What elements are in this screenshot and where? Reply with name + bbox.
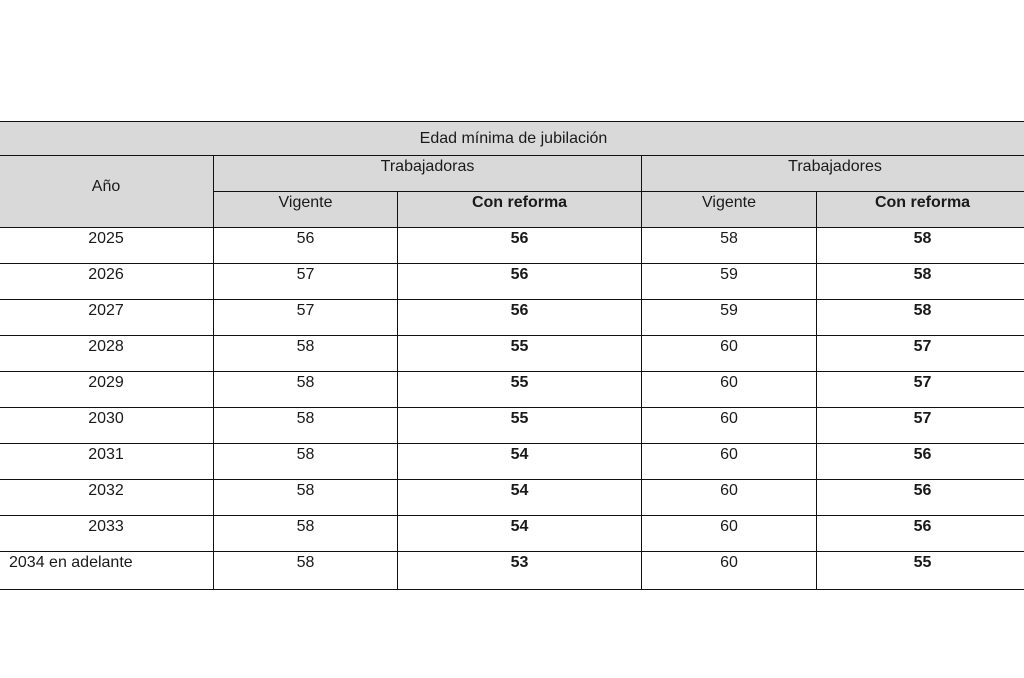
table-row bbox=[0, 552, 1024, 590]
year-column-header: Año bbox=[0, 156, 214, 228]
year-cell: 2032 bbox=[0, 480, 214, 516]
retirement-age-table-container bbox=[0, 121, 1024, 590]
year-cell: 2031 bbox=[0, 444, 214, 480]
trabajadoras-reforma-cell: 53 bbox=[398, 552, 642, 590]
year-cell: 2034 en adelante bbox=[0, 552, 214, 590]
trabajadores-reforma-cell: 58 bbox=[817, 264, 1024, 300]
table-row bbox=[0, 516, 1024, 552]
trabajadoras-reforma-cell: 56 bbox=[398, 264, 642, 300]
table-title: Edad mínima de jubilación bbox=[0, 122, 1024, 156]
table-row bbox=[0, 228, 1024, 264]
trabajadoras-reforma-cell: 55 bbox=[398, 336, 642, 372]
trabajadoras-vigente-cell: 57 bbox=[214, 264, 398, 300]
table-row bbox=[0, 372, 1024, 408]
trabajadoras-vigente-cell: 58 bbox=[214, 336, 398, 372]
trabajadores-vigente-cell: 60 bbox=[642, 336, 817, 372]
trabajadores-vigente-cell: 60 bbox=[642, 516, 817, 552]
trabajadoras-vigente-cell: 58 bbox=[214, 552, 398, 590]
subheader-vigente-trabajadores: Vigente bbox=[642, 192, 817, 228]
table-row bbox=[0, 336, 1024, 372]
year-cell: 2025 bbox=[0, 228, 214, 264]
trabajadoras-reforma-cell: 54 bbox=[398, 480, 642, 516]
trabajadores-vigente-cell: 60 bbox=[642, 552, 817, 590]
trabajadores-vigente-cell: 60 bbox=[642, 480, 817, 516]
trabajadoras-vigente-cell: 58 bbox=[214, 372, 398, 408]
trabajadores-reforma-cell: 56 bbox=[817, 444, 1024, 480]
trabajadoras-vigente-cell: 58 bbox=[214, 444, 398, 480]
table-row bbox=[0, 300, 1024, 336]
trabajadores-reforma-cell: 58 bbox=[817, 228, 1024, 264]
trabajadoras-reforma-cell: 55 bbox=[398, 372, 642, 408]
trabajadoras-reforma-cell: 55 bbox=[398, 408, 642, 444]
trabajadoras-reforma-cell: 56 bbox=[398, 228, 642, 264]
trabajadores-reforma-cell: 57 bbox=[817, 336, 1024, 372]
trabajadoras-reforma-cell: 54 bbox=[398, 444, 642, 480]
group-header-trabajadores: Trabajadores bbox=[642, 156, 1024, 192]
year-cell: 2029 bbox=[0, 372, 214, 408]
trabajadores-vigente-cell: 59 bbox=[642, 300, 817, 336]
trabajadores-reforma-cell: 55 bbox=[817, 552, 1024, 590]
year-cell: 2026 bbox=[0, 264, 214, 300]
trabajadores-vigente-cell: 60 bbox=[642, 444, 817, 480]
trabajadores-reforma-cell: 56 bbox=[817, 480, 1024, 516]
trabajadores-vigente-cell: 58 bbox=[642, 228, 817, 264]
trabajadoras-vigente-cell: 57 bbox=[214, 300, 398, 336]
subheader-con-reforma-trabajadoras: Con reforma bbox=[398, 192, 642, 228]
group-header-trabajadoras: Trabajadoras bbox=[214, 156, 642, 192]
year-cell: 2030 bbox=[0, 408, 214, 444]
table-body bbox=[0, 228, 1024, 590]
table-row bbox=[0, 408, 1024, 444]
trabajadoras-vigente-cell: 56 bbox=[214, 228, 398, 264]
trabajadores-vigente-cell: 59 bbox=[642, 264, 817, 300]
table-row bbox=[0, 264, 1024, 300]
trabajadores-reforma-cell: 57 bbox=[817, 372, 1024, 408]
table-row bbox=[0, 480, 1024, 516]
trabajadoras-vigente-cell: 58 bbox=[214, 516, 398, 552]
trabajadoras-reforma-cell: 56 bbox=[398, 300, 642, 336]
trabajadores-vigente-cell: 60 bbox=[642, 372, 817, 408]
year-cell: 2027 bbox=[0, 300, 214, 336]
trabajadores-reforma-cell: 57 bbox=[817, 408, 1024, 444]
trabajadores-vigente-cell: 60 bbox=[642, 408, 817, 444]
subheader-vigente-trabajadoras: Vigente bbox=[214, 192, 398, 228]
trabajadoras-vigente-cell: 58 bbox=[214, 480, 398, 516]
trabajadores-reforma-cell: 56 bbox=[817, 516, 1024, 552]
trabajadoras-vigente-cell: 58 bbox=[214, 408, 398, 444]
subheader-con-reforma-trabajadores: Con reforma bbox=[817, 192, 1024, 228]
trabajadoras-reforma-cell: 54 bbox=[398, 516, 642, 552]
year-cell: 2033 bbox=[0, 516, 214, 552]
trabajadores-reforma-cell: 58 bbox=[817, 300, 1024, 336]
retirement-age-table bbox=[0, 121, 1024, 590]
table-row bbox=[0, 444, 1024, 480]
year-cell: 2028 bbox=[0, 336, 214, 372]
